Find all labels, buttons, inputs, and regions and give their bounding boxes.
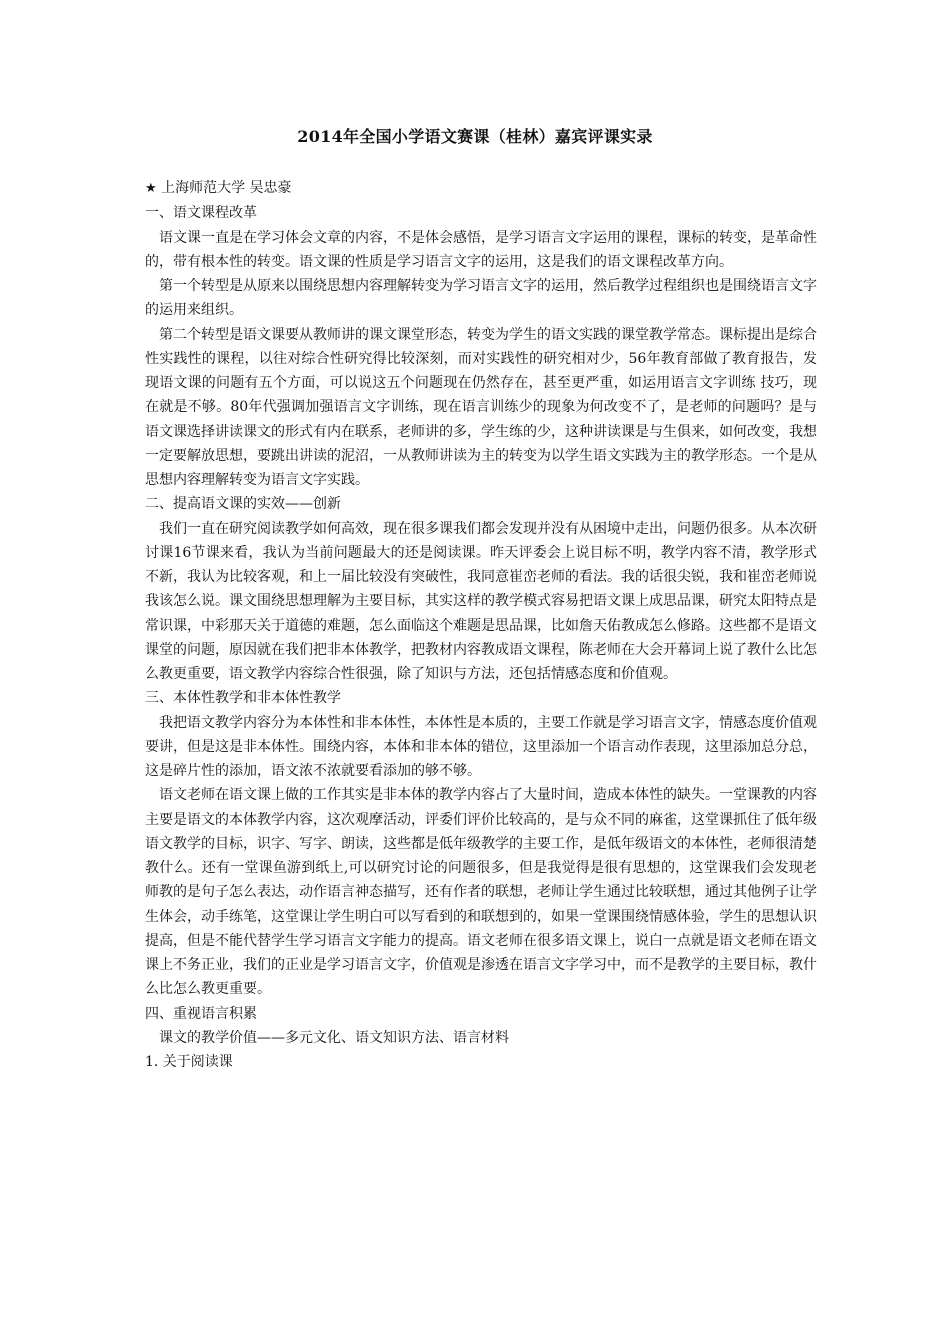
list-item-reading-class: 1. 关于阅读课 bbox=[145, 1054, 233, 1070]
star-icon: ★ bbox=[145, 181, 157, 196]
section-heading-4: 四、重视语言积累 bbox=[145, 1005, 257, 1022]
speaker-name: 上海师范大学 吴忠豪 bbox=[161, 180, 292, 196]
paragraph-4-1: 课文的教学价值——多元文化、语文知识方法、语言材料 bbox=[159, 1029, 509, 1046]
speaker-line bbox=[145, 176, 817, 201]
paragraph-3-1: 我把语文教学内容分为本体性和非本体性，本体性是本质的，主要工作就是学习语言文字，情感态度价值观要讲，但是这是非本体性。围绕内容，本体和非本体的错位，这里添加一个语言动作表现，这里添加总分总，这是碎片性的添加，语文浓不浓就要看添加的够不够。 bbox=[145, 714, 817, 779]
section-heading-2: 二、提高语文课的实效——创新 bbox=[145, 496, 341, 513]
document-body bbox=[145, 176, 817, 1074]
paragraph-1-2: 第一个转型是从原来以围绕思想内容理解转变为学习语言文字的运用，然后教学过程组织也是围绕语言文字的运用来组织。 bbox=[145, 278, 817, 319]
section-heading-1: 一、语文课程改革 bbox=[145, 205, 257, 222]
paragraph-1-3: 第二个转型是语文课要从教师讲的课文课堂形态，转变为学生的语文实践的课堂教学常态。课标提出是综合性实践性的课程，以往对综合性研究得比较深刻，而对实践性的研究相对少，56年教育部做了教育报告，发现语文课的问题有五个方面，可以说这五个问题现在仍然存在，甚至更严重，如运用语言文字训练 技巧，现在就是不够。80年代强调加强语言文字训练，现在语言训练少的现象为何改变不了，是老师的问题吗？是与语文课选择讲读课文的形式有内在联系，老师讲的多，学生练的少，这种讲读课是与生俱来，如何改变，我想一定要解放思想，要跳出讲读的泥沼，一从教师讲读为主的转变为以学生语文实践为主的教学形态。一个是从思想内容理解转变为语言文字实践。 bbox=[145, 326, 817, 488]
paragraph-1-1: 语文课一直是在学习体会文章的内容，不是体会感悟，是学习语言文字运用的课程，课标的转变，是革命性的，带有根本性的转变。语文课的性质是学习语言文字的运用，这是我们的语文课程改革方向。 bbox=[145, 229, 817, 270]
section-heading-3: 三、本体性教学和非本体性教学 bbox=[145, 690, 341, 707]
paragraph-2-1: 我们一直在研究阅读教学如何高效，现在很多课我们都会发现并没有从困境中走出，问题仍很多。从本次研讨课16节课来看，我认为当前问题最大的还是阅读课。昨天评委会上说目标不明，教学内容不清，教学形式不新，我认为比较客观，和上一届比较没有突破性，我同意崔峦老师的看法。我的话很尖锐，我和崔峦老师说我该怎么说。课文围绕思想理解为主要目标，其实这样的教学模式容易把语文课上成思品课，研究太阳特点是常识课，中彩那天关于道德的难题，怎么面临这个难题是思品课，比如詹天佑教成怎么修路。这些都不是语文课堂的问题，原因就在我们把非本体教学，把教材内容教成语文课程，陈老师在大会开幕词上说了教什么比怎么教更重要，语文教学内容综合性很强，除了知识与方法，还包括情感态度和价值观。 bbox=[145, 520, 817, 682]
paragraph-3-2: 语文老师在语文课上做的工作其实是非本体的教学内容占了大量时间，造成本体性的缺失。一堂课教的内容主要是语文的本体教学内容，这次观摩活动，评委们评价比较高的，是与众不同的麻雀，这堂课抓住了低年级语文教学的目标，识字、写字、朗读，这些都是低年级教学的主要工作，是低年级语文的本体性，老师很清楚教什么。还有一堂课鱼游到纸上,可以研究讨论的问题很多，但是我觉得是很有思想的，这堂课我们会发现老师教的是句子怎么表达，动作语言神态描写，还有作者的联想，老师让学生通过比较联想，通过其他例子让学生体会，动手练笔，这堂课让学生明白可以写看到的和联想到的，如果一堂课围绕情感体验，学生的思想认识提高，但是不能代替学生学习语言文字能力的提高。语文老师在很多语文课上，说白一点就是语文老师在语文课上不务正业，我们的正业是学习语言文字，价值观是渗透在语言文字学习中，而不是教学的主要目标，教什么比怎么教更重要。 bbox=[145, 787, 817, 998]
document-title: 2014年全国小学语文赛课（桂林）嘉宾评课实录 bbox=[297, 127, 653, 146]
